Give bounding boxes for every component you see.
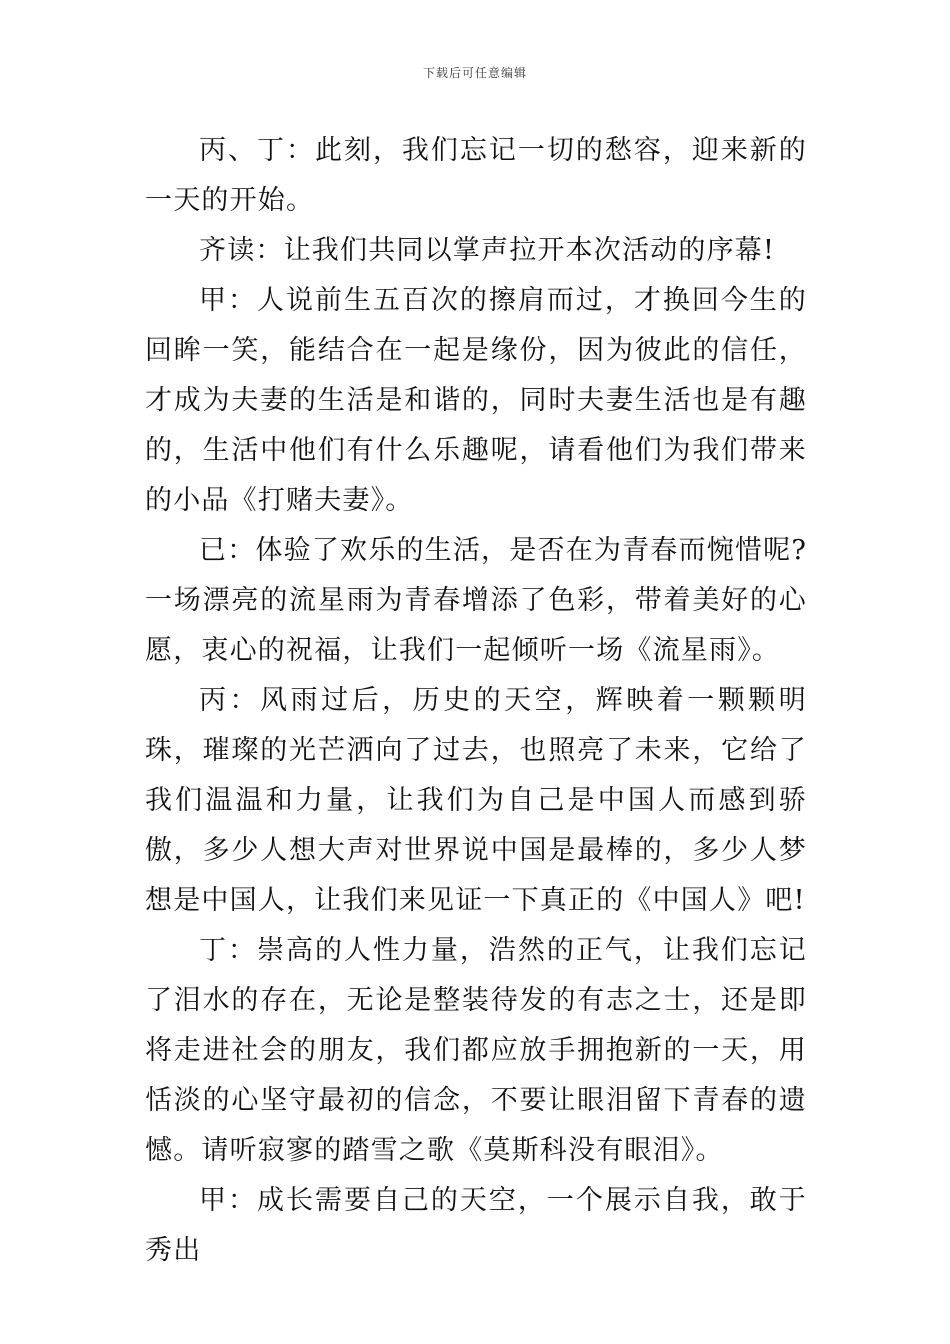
- paragraph: 甲：成长需要自己的天空，一个展示自我，敢于秀出: [145, 1185, 807, 1266]
- page-header: 下载后可任意编辑: [422, 66, 527, 80]
- document-body: [145, 126, 807, 1276]
- paragraph: 已：体验了欢乐的生活，是否在为青春而惋惜呢?一场漂亮的流星雨为青春增添了色彩，带着美好的心愿，衷心的祝福，让我们一起倾听一场《流星雨》。: [145, 535, 807, 666]
- paragraph: 齐读：让我们共同以掌声拉开本次活动的序幕!: [199, 235, 776, 266]
- paragraph: 甲：人说前生五百次的擦肩而过，才换回今生的回眸一笑，能结合在一起是缘份，因为彼此的信任，才成为夫妻的生活是和谐的，同时夫妻生活也是有趣的，生活中他们有什么乐趣呢，请看他们为我们带来的小品《打赌夫妻》。: [145, 285, 807, 516]
- paragraph: 丙：风雨过后，历史的天空，辉映着一颗颗明珠，璀璨的光芒洒向了过去，也照亮了未来，它给了我们温温和力量，让我们为自己是中国人而感到骄傲，多少人想大声对世界说中国是最棒的，多少人梦想是中国人，让我们来见证一下真正的《中国人》吧!: [145, 685, 807, 916]
- paragraph: 丙、丁：此刻，我们忘记一切的愁容，迎来新的一天的开始。: [145, 135, 807, 216]
- paragraph: 丁：崇高的人性力量，浩然的正气，让我们忘记了泪水的存在，无论是整装待发的有志之士，还是即将走进社会的朋友，我们都应放手拥抱新的一天，用恬淡的心坚守最初的信念，不要让眼泪留下青春的遗憾。请听寂寥的踏雪之歌《莫斯科没有眼泪》。: [145, 935, 807, 1166]
